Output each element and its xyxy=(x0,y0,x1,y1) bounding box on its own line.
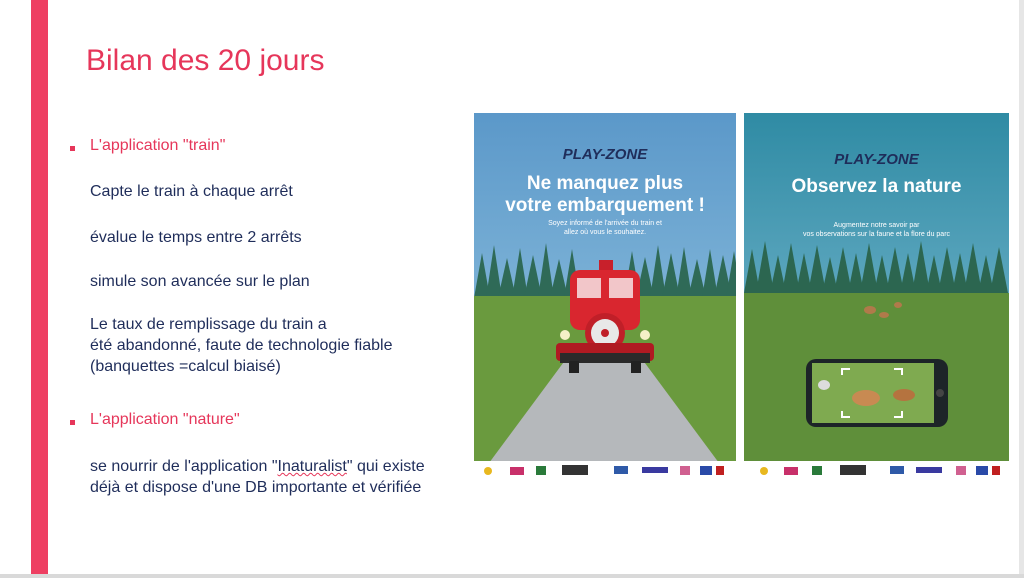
poster-nature-sub-2: vos observations sur la faune et la flore du parc xyxy=(802,231,951,238)
nature-line-2: déjà et dispose d'une DB importante et vérifiée xyxy=(90,479,422,496)
train-line-4: Le taux de remplissage du train a xyxy=(90,316,327,333)
train-line-3: simule son avancée sur le plan xyxy=(90,273,310,290)
train-line-1: Capte le train à chaque arrêt xyxy=(90,183,293,200)
section-heading-nature: L'application "nature" xyxy=(90,411,240,428)
train-line-6: (banquettes =calcul biaisé) xyxy=(90,358,281,375)
brand-logo: PLAY-ZONE xyxy=(562,146,648,163)
slide-bottom-edge xyxy=(0,574,1024,578)
poster-train-art xyxy=(474,113,736,485)
nature-line-1-end: " qui existe xyxy=(346,458,425,475)
poster-nature xyxy=(744,113,1009,485)
poster-nature-sub-1: Augmentez notre savoir par xyxy=(833,222,920,229)
slide-title: Bilan des 20 jours xyxy=(86,44,325,77)
nature-line-1 xyxy=(90,456,425,477)
train-line-5: été abandonné, faute de technologie fiable xyxy=(90,337,393,354)
bullet-icon xyxy=(70,146,78,154)
nature-line-1-start: se nourrir de l'application " xyxy=(90,458,278,475)
poster-train-sub-2: allez où vous le souhaitez. xyxy=(563,229,647,236)
poster-train xyxy=(474,113,736,485)
accent-bar xyxy=(31,0,48,578)
slide-edge xyxy=(1019,0,1024,578)
brand-logo: PLAY-ZONE xyxy=(834,151,919,168)
bullet-icon xyxy=(70,420,78,428)
train-line-2: évalue le temps entre 2 arrêts xyxy=(90,229,302,246)
poster-train-sub-1: Soyez informé de l'arrivée du train et xyxy=(548,220,662,227)
poster-train-headline-2: votre embarquement ! xyxy=(505,195,705,216)
poster-train-headline-1: Ne manquez plus xyxy=(526,173,684,194)
section-heading-train: L'application "train" xyxy=(90,137,226,154)
poster-nature-art xyxy=(744,113,1009,485)
inaturalist-word: Inaturalist xyxy=(277,458,347,475)
poster-nature-headline: Observez la nature xyxy=(791,176,962,197)
